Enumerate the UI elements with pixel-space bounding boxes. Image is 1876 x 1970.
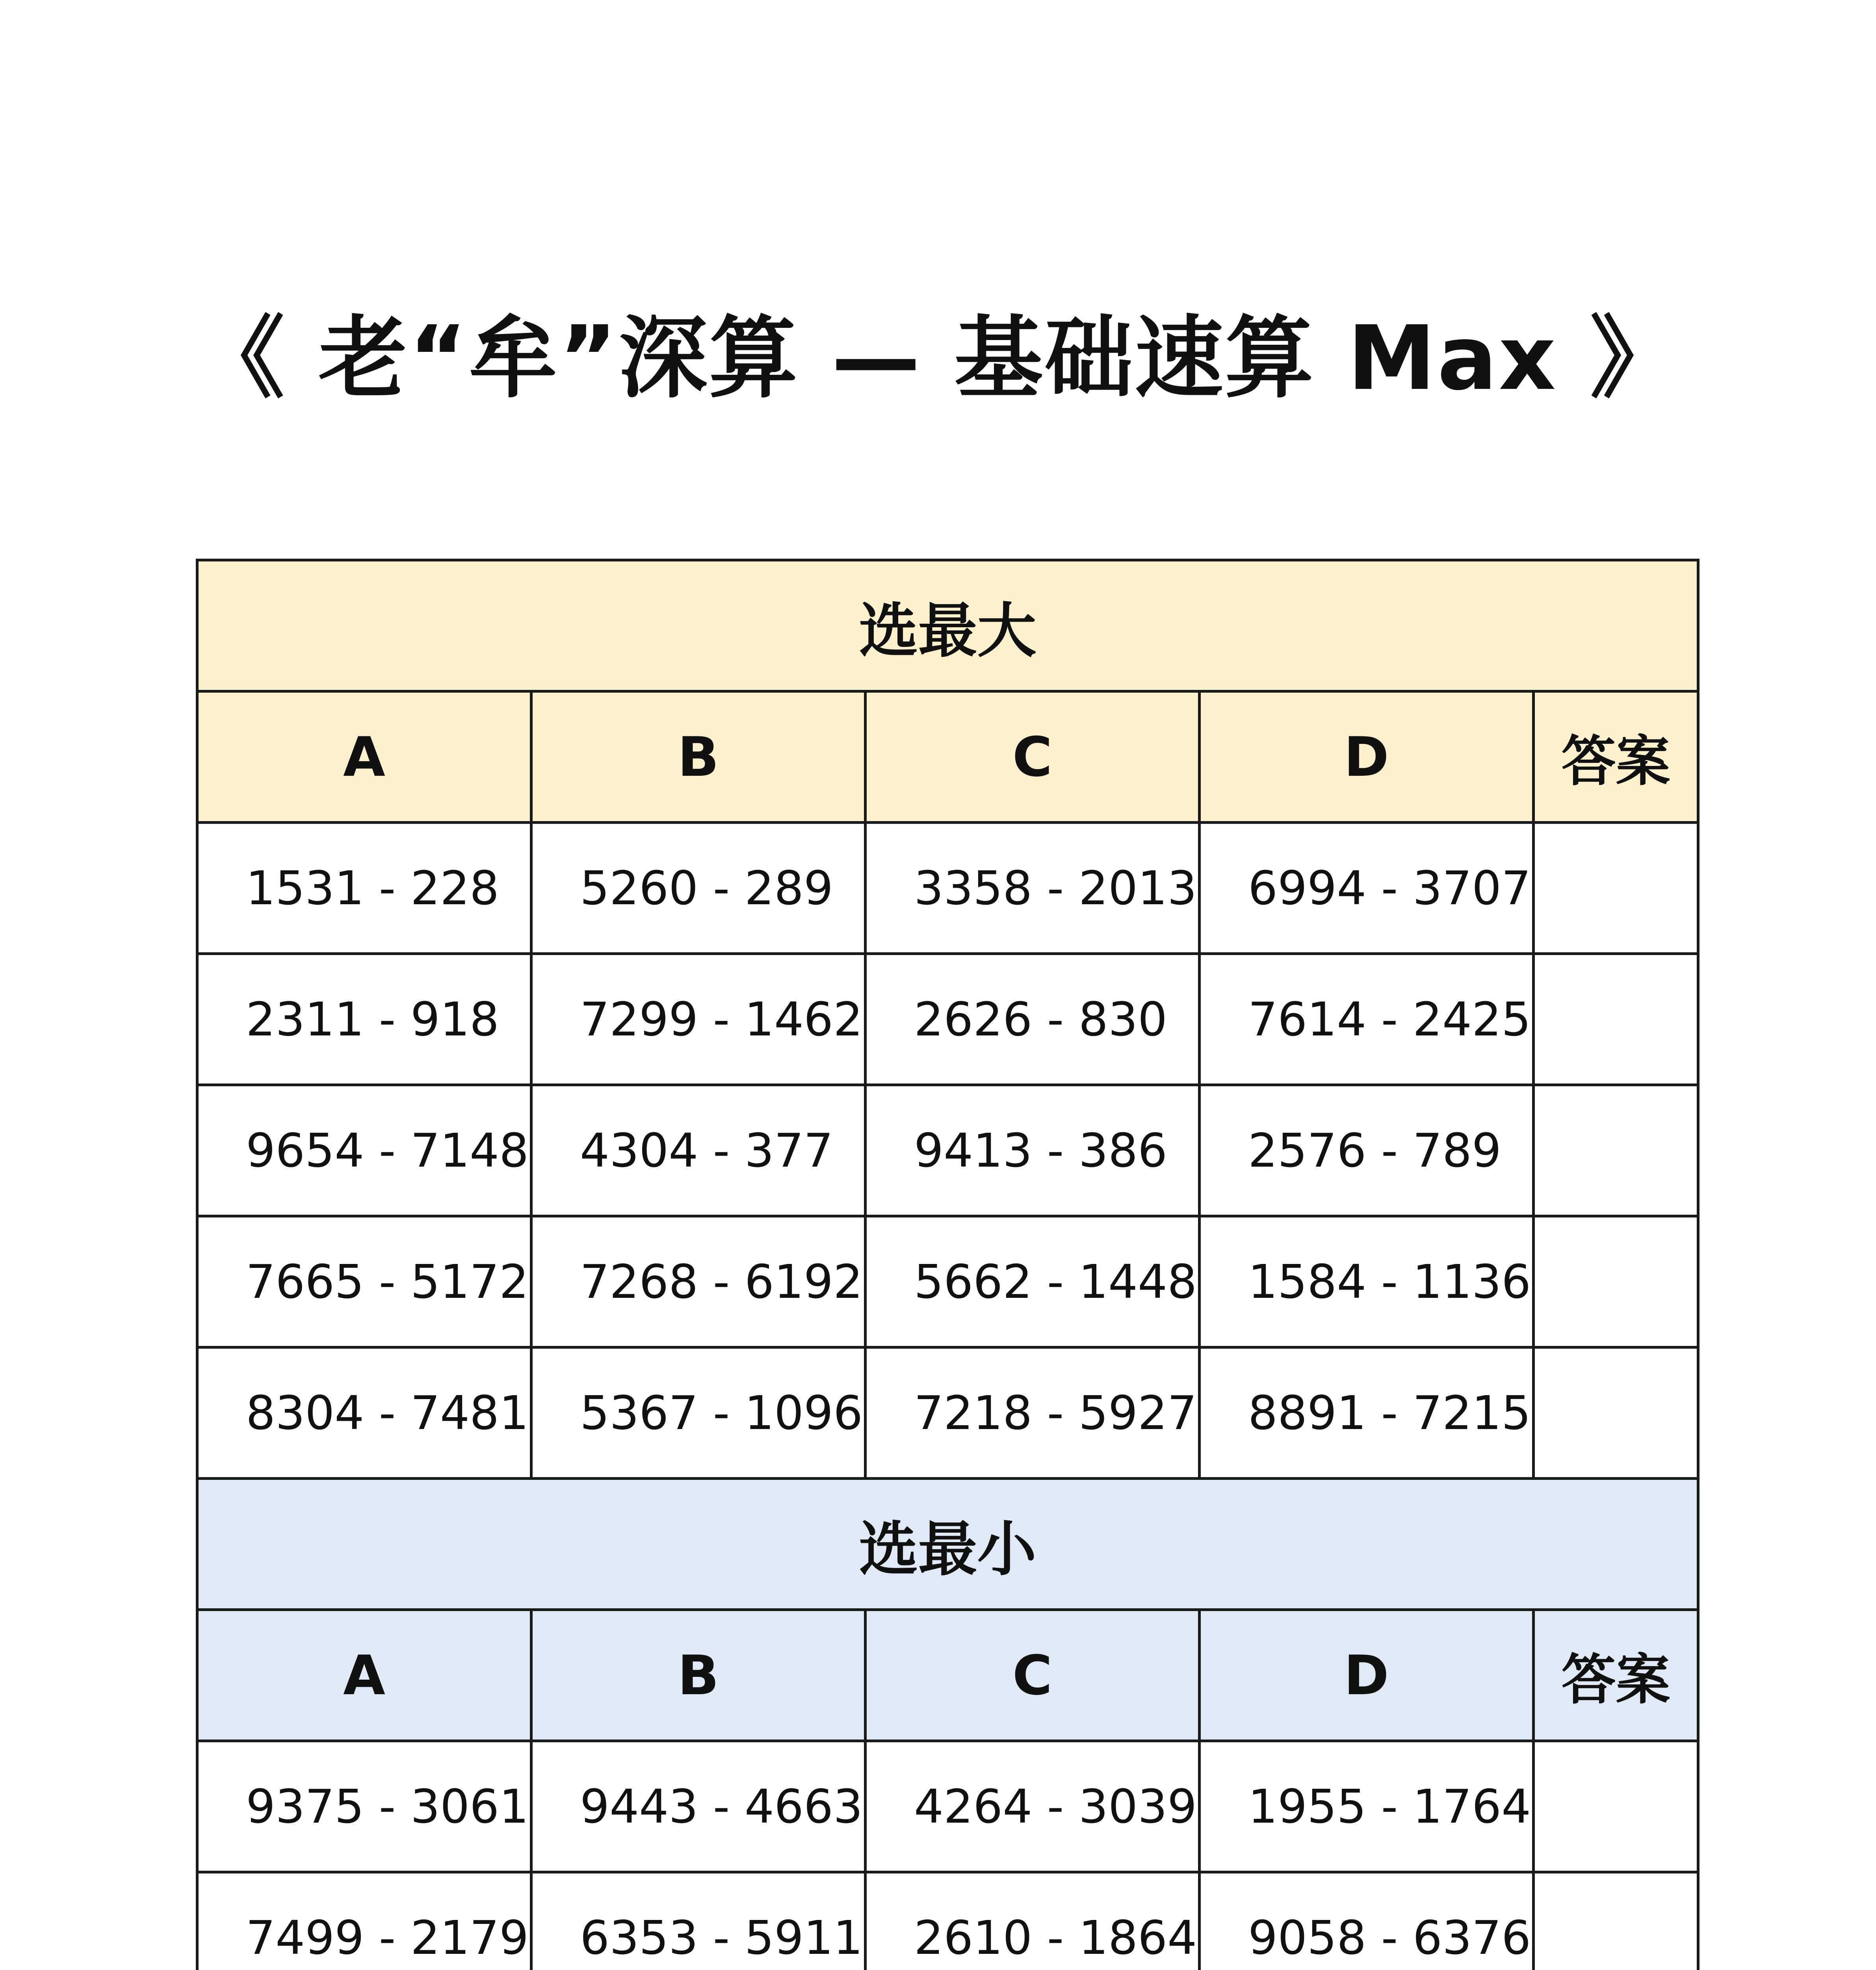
column-header-c: C: [866, 1610, 1200, 1741]
answer-box[interactable]: [1534, 1216, 1698, 1347]
expression-cell-c: 7218 - 5927: [866, 1347, 1200, 1479]
expression-cell-c: 3358 - 2013: [866, 823, 1200, 954]
expression-cell-d: 8891 - 7215: [1200, 1347, 1534, 1479]
column-header-answer: 答案: [1534, 1610, 1698, 1741]
expression-cell-c: 9413 - 386: [866, 1085, 1200, 1216]
expression-cell-c: 4264 - 3039: [866, 1741, 1200, 1872]
section-min-column-header-row: [197, 1610, 1698, 1741]
expression-cell-d: 9058 - 6376: [1200, 1872, 1534, 1970]
expression-cell-a: 8304 - 7481: [197, 1347, 531, 1479]
expression-cell-c: 2610 - 1864: [866, 1872, 1200, 1970]
column-header-b: B: [531, 691, 866, 823]
expression-cell-b: 9443 - 4663: [531, 1741, 866, 1872]
expression-cell-b: 6353 - 5911: [531, 1872, 866, 1970]
column-header-c: C: [866, 691, 1200, 823]
expression-cell-b: 7268 - 6192: [531, 1216, 866, 1347]
expression-cell-d: 1584 - 1136: [1200, 1216, 1534, 1347]
answer-box[interactable]: [1534, 954, 1698, 1085]
expression-cell-a: 9375 - 3061: [197, 1741, 531, 1872]
expression-cell-c: 2626 - 830: [866, 954, 1200, 1085]
expression-cell-b: 4304 - 377: [531, 1085, 866, 1216]
answer-box[interactable]: [1534, 1347, 1698, 1479]
expression-cell-d: 7614 - 2425: [1200, 954, 1534, 1085]
answer-box[interactable]: [1534, 823, 1698, 954]
answer-box[interactable]: [1534, 1872, 1698, 1970]
expression-cell-d: 6994 - 3707: [1200, 823, 1534, 954]
problem-row: [197, 1216, 1698, 1347]
expression-cell-b: 5260 - 289: [531, 823, 866, 954]
expression-cell-d: 2576 - 789: [1200, 1085, 1534, 1216]
expression-cell-d: 1955 - 1764: [1200, 1741, 1534, 1872]
problem-row: [197, 1872, 1698, 1970]
column-header-a: A: [197, 691, 531, 823]
expression-cell-a: 7499 - 2179: [197, 1872, 531, 1970]
section-min-heading-row: [197, 1479, 1698, 1610]
problem-row: [197, 823, 1698, 954]
section-max-heading-row: [197, 560, 1698, 691]
column-header-d: D: [1200, 691, 1534, 823]
column-header-answer: 答案: [1534, 691, 1698, 823]
worksheet-table: [196, 559, 1700, 1970]
expression-cell-b: 7299 - 1462: [531, 954, 866, 1085]
expression-cell-a: 2311 - 918: [197, 954, 531, 1085]
column-header-b: B: [531, 1610, 866, 1741]
problem-row: [197, 954, 1698, 1085]
section-heading: 选最大: [197, 560, 1698, 691]
answer-box[interactable]: [1534, 1741, 1698, 1872]
answer-box[interactable]: [1534, 1085, 1698, 1216]
problem-row: [197, 1347, 1698, 1479]
expression-cell-a: 7665 - 5172: [197, 1216, 531, 1347]
page-title: 《 老“牟”深算 — 基础速算 Max 》: [196, 307, 1680, 410]
expression-cell-c: 5662 - 1448: [866, 1216, 1200, 1347]
section-max-column-header-row: [197, 691, 1698, 823]
section-heading: 选最小: [197, 1479, 1698, 1610]
problem-row: [197, 1085, 1698, 1216]
column-header-a: A: [197, 1610, 531, 1741]
expression-cell-a: 1531 - 228: [197, 823, 531, 954]
expression-cell-b: 5367 - 1096: [531, 1347, 866, 1479]
column-header-d: D: [1200, 1610, 1534, 1741]
expression-cell-a: 9654 - 7148: [197, 1085, 531, 1216]
problem-row: [197, 1741, 1698, 1872]
